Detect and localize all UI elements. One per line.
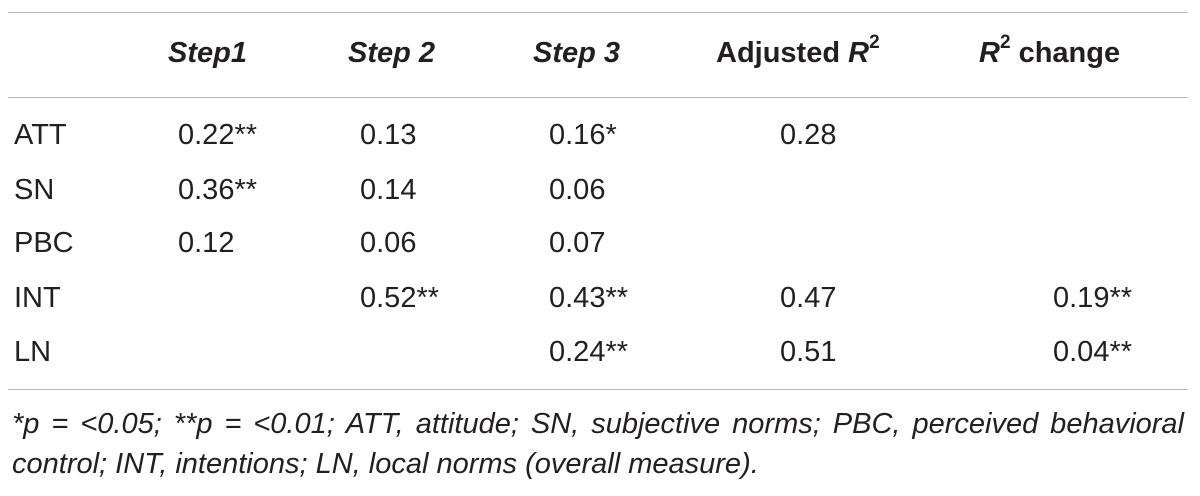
header-step3: Step 3 — [533, 37, 621, 69]
cell-step2: 0.52** — [360, 282, 440, 314]
table-bottom-rule — [8, 389, 1188, 390]
header-r2-sup: 2 — [999, 32, 1011, 54]
table-top-rule — [8, 12, 1188, 13]
header-adjusted-r2 — [716, 32, 880, 70]
cell-adjusted-r2: 0.28 — [780, 119, 837, 151]
cell-step1: 0.12 — [178, 227, 235, 259]
header-step2: Step 2 — [348, 37, 436, 69]
header-r2-r: R — [979, 37, 1000, 69]
cell-step3: 0.16* — [549, 119, 617, 151]
row-label: LN — [14, 336, 52, 368]
cell-step2: 0.13 — [360, 119, 417, 151]
cell-adjusted-r2: 0.51 — [780, 336, 837, 368]
header-adjusted-r: R — [848, 37, 870, 69]
cell-step3: 0.43** — [549, 282, 629, 314]
table-footnote: *p = <0.05; **p = <0.01; ATT, attitude; SN, subjective norms; PBC, perceived behavioral control; INT, intentions; LN, local norms (overall measure). — [12, 408, 1184, 480]
header-r2-suffix: change — [1010, 37, 1121, 69]
row-label: ATT — [14, 119, 67, 151]
cell-r2-change: 0.04** — [1053, 336, 1133, 368]
row-label: INT — [14, 282, 61, 314]
cell-step3: 0.07 — [549, 227, 606, 259]
header-adjusted-prefix: Adjusted — [716, 37, 849, 69]
cell-step2: 0.14 — [360, 174, 417, 206]
row-label: PBC — [14, 227, 74, 259]
cell-step1: 0.22** — [178, 119, 258, 151]
header-adjusted-sup: 2 — [869, 32, 880, 54]
cell-step1: 0.36** — [178, 174, 258, 206]
cell-step3: 0.06 — [549, 174, 606, 206]
header-step1: Step1 — [168, 37, 247, 69]
header-r2-change — [979, 32, 1121, 70]
cell-r2-change: 0.19** — [1053, 282, 1133, 314]
cell-adjusted-r2: 0.47 — [780, 282, 837, 314]
table-header-rule — [8, 97, 1188, 98]
cell-step2: 0.06 — [360, 227, 417, 259]
cell-step3: 0.24** — [549, 336, 629, 368]
row-label: SN — [14, 174, 55, 206]
